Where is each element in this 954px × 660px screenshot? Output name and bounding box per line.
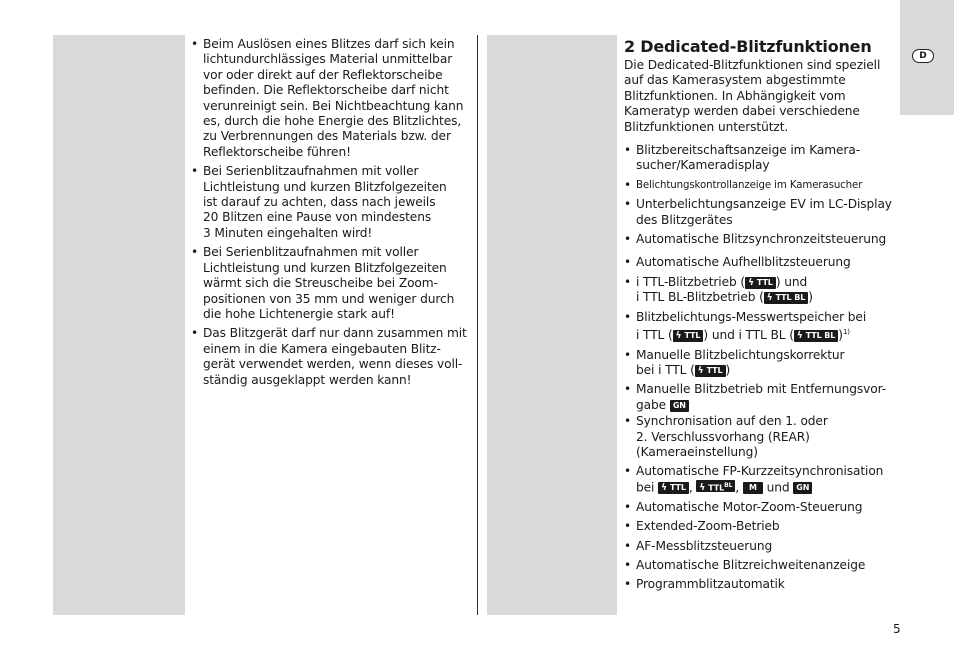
list-item: • Unterbelichtungsanzeige EV im LC-Display des Blitzgerätes <box>624 197 894 228</box>
manual-mode-icon: M <box>743 482 763 494</box>
list-item: • Belichtungskontrollanzeige im Kamerasucher <box>624 178 894 193</box>
page-number: 5 <box>893 622 901 636</box>
list-item: • Blitzbelichtungs-Messwertspeicher bei i TTL ( ϟ TTL ) und i TTL BL ( ϟ TTL BL )$^{1)}$ <box>624 310 894 344</box>
list-item: • Blitzbereitschaftsanzeige im Kamera- sucher/Kameradisplay <box>624 143 894 174</box>
function-list <box>624 143 894 593</box>
list-item: • Automatische Blitzsynchronzeitsteuerung <box>624 232 894 247</box>
ttl-flash-icon: ϟ TTL <box>745 277 776 289</box>
ttl-bl-flash-icon: ϟ TTL BL <box>764 292 808 304</box>
list-item: • Bei Serienblitzaufnahmen mit voller Lichtleistung und kurzen Blitzfolgezeiten wärmt sich die Streuscheibe bei Zoom- positionen von 35 mm und weniger durch die hohe Lichtenergie stark auf! <box>191 245 467 322</box>
list-item: • Automatische Blitzreichweitenanzeige <box>624 558 894 573</box>
safety-notes-list <box>191 37 467 388</box>
right-column <box>624 37 894 597</box>
list-item: • Beim Auslösen eines Blitzes darf sich kein lichtundurchlässiges Material unmittelbar vor oder direkt auf der Reflektorscheibe befinden. Die Reflektorscheibe darf nicht verunreinigt sein. Bei Nichtbeachtung kann es, durch die hohe Energie des Blitzlichtes, zu Verbrennungen des Materials bzw. der Reflektorscheibe führen! <box>191 37 467 160</box>
footnote-marker: 1) <box>842 328 850 337</box>
ttl-flash-icon: ϟ TTL <box>673 330 704 342</box>
language-badge: D <box>912 49 934 63</box>
list-item: • Manuelle Blitzbelichtungskorrektur bei i TTL ( ϟ TTL ) <box>624 348 894 379</box>
gn-mode-icon: GN <box>670 400 689 412</box>
list-item: • Extended-Zoom-Betrieb <box>624 519 894 534</box>
ttl-bl-flash-icon: ϟ $TTL^{BL}$ <box>696 480 735 492</box>
right-margin-panel <box>487 35 617 615</box>
list-item: • Das Blitzgerät darf nur dann zusammen mit einem in die Kamera eingebauten Blitz- gerät verwendet werden, wenn dieses voll- ständig ausgeklappt werden kann! <box>191 326 467 388</box>
left-margin-panel <box>53 35 185 615</box>
section-title: 2 Dedicated-Blitzfunktionen <box>624 37 872 56</box>
list-item: • AF-Messblitzsteuerung <box>624 539 894 554</box>
list-item: • Programmblitzautomatik <box>624 577 894 592</box>
column-divider <box>477 35 478 615</box>
list-item: • Automatische Aufhellblitzsteuerung <box>624 255 894 270</box>
ttl-flash-icon: ϟ TTL <box>695 365 726 377</box>
ttl-bl-flash-icon: ϟ TTL BL <box>794 330 838 342</box>
intro-paragraph: Die Dedicated-Blitzfunktionen sind speziell auf das Kamerasystem abgestimmte Blitzfunktionen. In Abhängigkeit vom Kameratyp werden dabei verschiedene Blitzfunktionen unterstützt. <box>624 58 881 134</box>
list-item: • Automatische Motor-Zoom-Steuerung <box>624 500 894 515</box>
left-column <box>191 37 467 392</box>
list-item: • Manuelle Blitzbetrieb mit Entfernungsvor- gabe GN <box>624 382 894 413</box>
gn-mode-icon: GN <box>793 482 812 494</box>
list-item: • i TTL-Blitzbetrieb ( ϟ TTL ) und i TTL BL-Blitzbetrieb ( ϟ TTL BL ) <box>624 275 894 306</box>
ttl-flash-icon: ϟ TTL <box>658 482 689 494</box>
list-item: • Automatische FP-Kurzzeitsynchronisation bei ϟ TTL , ϟ $TTL^{BL}$ , M und GN <box>624 464 894 495</box>
list-item: • Bei Serienblitzaufnahmen mit voller Lichtleistung und kurzen Blitzfolgezeiten ist darauf zu achten, dass nach jeweils 20 Blitzen eine Pause von mindestens 3 Minuten eingehalten wird! <box>191 164 467 241</box>
list-item: • Synchronisation auf den 1. oder 2. Verschlussvorhang (REAR) (Kameraeinstellung) <box>624 414 894 460</box>
